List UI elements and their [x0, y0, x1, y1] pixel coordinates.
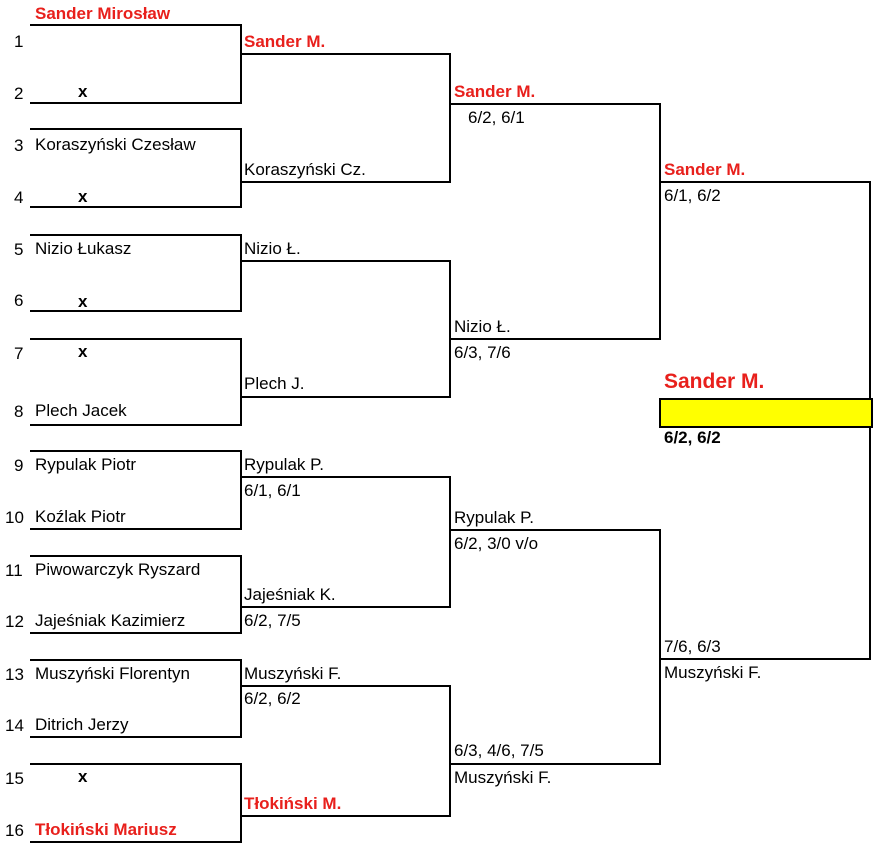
round2-winner: Sander M. [244, 32, 326, 51]
sf-score: 6/1, 6/2 [664, 186, 721, 205]
r1-line-11 [30, 555, 242, 557]
player-name: Ditrich Jerzy [35, 715, 129, 734]
bye-marker: x [78, 292, 88, 311]
seed-number: 6 [14, 291, 24, 310]
r1-line-9 [30, 450, 242, 452]
player-name: Nizio Łukasz [35, 239, 132, 258]
r1-line-2 [30, 102, 242, 104]
player-name: Plech Jacek [35, 401, 127, 420]
seed-number: 1 [14, 32, 24, 51]
r1-line-1 [30, 24, 242, 26]
r2-connector-1 [449, 53, 451, 183]
r1-line-7 [30, 338, 242, 340]
r2-line-5 [240, 476, 451, 478]
qf-score: 6/3, 4/6, 7/5 [454, 741, 544, 760]
seed-number: 9 [14, 456, 24, 475]
round2-winner: Jajeśniak K. [244, 585, 336, 604]
r1-line-12 [30, 632, 242, 634]
round2-winner: Koraszyński Cz. [244, 160, 366, 179]
r1-line-15 [30, 763, 242, 765]
r1-line-14 [30, 736, 242, 738]
seed-number: 10 [5, 508, 24, 527]
qf-winner: Nizio Ł. [454, 317, 511, 336]
sf-winner: Muszyński F. [664, 663, 762, 682]
round2-score: 6/2, 6/2 [244, 689, 301, 708]
r2-line-8 [240, 815, 451, 817]
qf-score: 6/2, 6/1 [468, 108, 525, 127]
r1-line-13 [30, 659, 242, 661]
sf-line-1 [659, 181, 871, 183]
qf-winner: Rypulak P. [454, 508, 535, 527]
player-name: Muszyński Florentyn [35, 664, 190, 683]
qf-score: 6/2, 3/0 v/o [454, 534, 539, 553]
player-name: Koźlak Piotr [35, 507, 126, 526]
r1-connector-6 [240, 555, 242, 634]
r1-connector-7 [240, 659, 242, 738]
qf-connector-2 [659, 529, 661, 765]
r2-line-3 [240, 260, 451, 262]
seed-number: 11 [5, 561, 23, 580]
champion-box [659, 398, 873, 428]
r1-line-5 [30, 234, 242, 236]
round2-score: 6/2, 7/5 [244, 611, 301, 630]
round2-winner: Muszyński F. [244, 664, 342, 683]
player-name: Piwowarczyk Ryszard [35, 560, 201, 579]
seed-number: 3 [14, 136, 24, 155]
r1-line-8 [30, 424, 242, 426]
qf-line-1 [449, 103, 661, 105]
round2-winner: Plech J. [244, 374, 305, 393]
champion-name: Sander M. [664, 370, 765, 393]
sf-line-2 [659, 658, 871, 660]
seed-number: 12 [5, 612, 24, 631]
final-score: 6/2, 6/2 [664, 428, 721, 447]
bye-marker: x [78, 187, 88, 206]
r1-line-10 [30, 528, 242, 530]
bye-marker: x [78, 82, 88, 101]
seed-number: 5 [14, 240, 24, 259]
r2-line-1 [240, 53, 451, 55]
seed-number: 16 [5, 821, 24, 840]
round2-winner: Tłokiński M. [244, 794, 342, 813]
round2-winner: Nizio Ł. [244, 239, 301, 258]
r1-line-3 [30, 128, 242, 130]
round2-winner: Rypulak P. [244, 455, 325, 474]
player-name: Koraszyński Czesław [35, 135, 196, 154]
r2-connector-4 [449, 685, 451, 817]
player-name: Tłokiński Mariusz [35, 820, 177, 839]
player-name: Rypulak Piotr [35, 455, 137, 474]
sf-score: 7/6, 6/3 [664, 637, 721, 656]
r2-line-4 [240, 396, 451, 398]
r1-connector-8 [240, 763, 242, 843]
seed-number: 8 [14, 402, 24, 421]
qf-connector-1 [659, 103, 661, 340]
seed-number: 13 [5, 665, 24, 684]
bye-marker: x [78, 767, 88, 786]
qf-line-3 [449, 529, 661, 531]
qf-winner: Muszyński F. [454, 768, 552, 787]
seed-number: 15 [5, 769, 24, 788]
qf-line-4 [449, 763, 661, 765]
r2-line-7 [240, 685, 451, 687]
r2-line-6 [240, 606, 451, 608]
r1-connector-1 [240, 24, 242, 104]
seed-number: 4 [14, 188, 24, 207]
r1-line-6 [30, 310, 242, 312]
bye-marker: x [78, 342, 88, 361]
qf-score: 6/3, 7/6 [454, 343, 511, 362]
r1-connector-2 [240, 128, 242, 208]
qf-line-2 [449, 338, 661, 340]
seed-number: 7 [14, 344, 24, 363]
player-name: Jajeśniak Kazimierz [35, 611, 186, 630]
round2-score: 6/1, 6/1 [244, 481, 301, 500]
r2-connector-2 [449, 260, 451, 398]
qf-winner: Sander M. [454, 82, 536, 101]
r1-line-16 [30, 841, 242, 843]
r1-line-4 [30, 206, 242, 208]
r2-line-2 [240, 181, 451, 183]
seed-number: 14 [5, 716, 24, 735]
seed-number: 2 [14, 84, 24, 103]
r2-connector-3 [449, 476, 451, 608]
r1-connector-5 [240, 450, 242, 530]
r1-connector-3 [240, 234, 242, 312]
player-name: Sander Mirosław [35, 4, 171, 23]
r1-connector-4 [240, 338, 242, 426]
sf-winner: Sander M. [664, 160, 746, 179]
